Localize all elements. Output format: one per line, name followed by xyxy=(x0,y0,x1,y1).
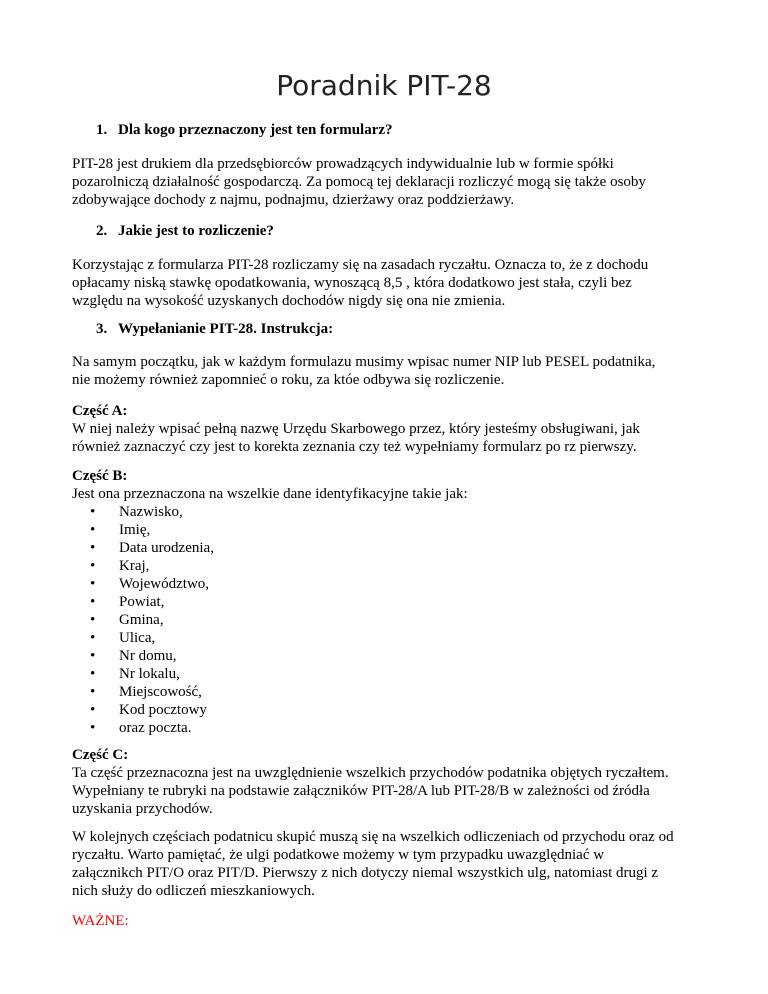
paragraph-line: załącznikch PIT/O oraz PIT/D. Pierwszy z nich dotyczy niemal wszystkich ulg, natomiast drugi z xyxy=(72,865,659,881)
list-item-label: Nazwisko, xyxy=(119,504,183,520)
paragraph-line: PIT-28 jest drukiem dla przedsębiorców prowadzących indywidualnie lub w formie spółki xyxy=(72,156,614,172)
bullet: • xyxy=(90,558,96,574)
paragraph-line: względu na wysokość uzyskanych dochodów nigdy się ona nie zmienia. xyxy=(72,293,506,309)
bullet: • xyxy=(90,522,96,538)
bullet: • xyxy=(90,684,96,700)
bullet: • xyxy=(90,576,96,592)
section-2-body xyxy=(72,256,712,310)
section-3-title: Wypełanianie PIT-28. Instrukcja: xyxy=(118,321,334,337)
part-a-heading: Część A: xyxy=(72,403,128,419)
part-b-intro: Jest ona przeznaczona na wszelkie dane identyfikacyjne takie jak: xyxy=(72,486,468,502)
section-1-number: 1. xyxy=(96,122,108,138)
paragraph-line: Wypełniany te rubryki na podstawie załączników PIT-28/A lub PIT-28/B w zależności od źródła xyxy=(72,783,650,799)
paragraph-line: ryczałtu. Warto pamiętać, że ulgi podatkowe możemy w tym przypadku uwazględniać w xyxy=(72,847,605,863)
deductions-paragraph xyxy=(72,828,712,900)
paragraph-line: Korzystając z formularza PIT-28 rozliczamy się na zasadach ryczałtu. Oznacza to, że z dochodu xyxy=(72,257,649,273)
list-item xyxy=(86,539,214,557)
list-item-label: Data urodzenia, xyxy=(119,540,214,556)
identification-data-list xyxy=(86,503,214,737)
paragraph-line: również zaznaczyć czy jest to korekta zeznania czy też wypełniamy formularz po rz pierwszy. xyxy=(72,439,637,455)
list-item-label: Ulica, xyxy=(119,630,156,646)
section-1-title: Dla kogo przeznaczony jest ten formularz? xyxy=(118,122,393,138)
paragraph-line: W niej należy wpisać pełną nazwę Urzędu Skarbowego przez, który jesteśmy obsługiwani, jak xyxy=(72,421,640,437)
list-item-label: Nr domu, xyxy=(119,648,177,664)
part-a xyxy=(72,402,712,456)
paragraph-line: nie możemy również zapomnieć o roku, za któe odbywa się rozliczenie. xyxy=(72,372,505,388)
section-2-title: Jakie jest to rozliczenie? xyxy=(118,223,274,239)
paragraph-line: nich służy do odliczeń mieszkaniowych. xyxy=(72,883,315,899)
part-c xyxy=(72,746,712,818)
paragraph-line: Ta część przeznacozna jest na uwzględnienie wszelkich przychodów podatnika objętych ryczałtem. xyxy=(72,765,669,781)
paragraph-line: Na samym początku, jak w każdym formulazu musimy wpisac numer NIP lub PESEL podatnika, xyxy=(72,354,656,370)
part-b-heading: Część B: xyxy=(72,468,128,484)
bullet: • xyxy=(90,504,96,520)
paragraph-line: zdobywające dochody z najmu, podnajmu, dzierżawy oraz poddzierżawy. xyxy=(72,192,515,208)
list-item xyxy=(86,665,214,683)
list-item-label: Kraj, xyxy=(119,558,150,574)
list-item xyxy=(86,593,214,611)
section-2-number: 2. xyxy=(96,223,108,239)
list-item xyxy=(86,521,214,539)
list-item xyxy=(86,611,214,629)
list-item-label: oraz poczta. xyxy=(119,720,192,736)
bullet: • xyxy=(90,612,96,628)
list-item-label: Miejscowość, xyxy=(119,684,202,700)
section-3-number: 3. xyxy=(96,321,108,337)
important-label: WAŻNE: xyxy=(72,913,129,929)
list-item-label: Powiat, xyxy=(119,594,165,610)
list-item xyxy=(86,719,214,737)
list-item-label: Imię, xyxy=(119,522,151,538)
list-item xyxy=(86,647,214,665)
paragraph-line: opłacamy niską stawkę opodatkowania, wynoszącą 8,5 , która dodatkowo jest stała, czyli bez xyxy=(72,275,632,291)
bullet: • xyxy=(90,720,96,736)
bullet: • xyxy=(90,630,96,646)
list-item-label: Gmina, xyxy=(119,612,164,628)
list-item-label: Kod pocztowy xyxy=(119,702,207,718)
bullet: • xyxy=(90,666,96,682)
paragraph-line: pozarolniczą działalność gospodarczą. Za pomocą tej deklaracji rozliczyć mogą się także osoby xyxy=(72,174,646,190)
bullet: • xyxy=(90,540,96,556)
bullet: • xyxy=(90,702,96,718)
part-b xyxy=(72,467,712,503)
list-item xyxy=(86,503,214,521)
part-c-heading: Część C: xyxy=(72,747,129,763)
section-2-heading xyxy=(96,222,716,240)
section-3-body xyxy=(72,353,712,389)
bullet: • xyxy=(90,594,96,610)
list-item xyxy=(86,683,214,701)
bullet: • xyxy=(90,648,96,664)
list-item xyxy=(86,575,214,593)
section-1-heading xyxy=(96,121,716,139)
page-title: Poradnik PIT-28 xyxy=(276,69,492,102)
list-item xyxy=(86,557,214,575)
list-item xyxy=(86,701,214,719)
section-1-body xyxy=(72,155,712,209)
list-item-label: Nr lokalu, xyxy=(119,666,180,682)
section-3-heading xyxy=(96,320,716,338)
list-item xyxy=(86,629,214,647)
paragraph-line: W kolejnych częściach podatnicu skupić muszą się na wszelkich odliczeniach od przychodu oraz od xyxy=(72,829,674,845)
paragraph-line: uzyskania przychodów. xyxy=(72,801,213,817)
list-item-label: Województwo, xyxy=(119,576,210,592)
